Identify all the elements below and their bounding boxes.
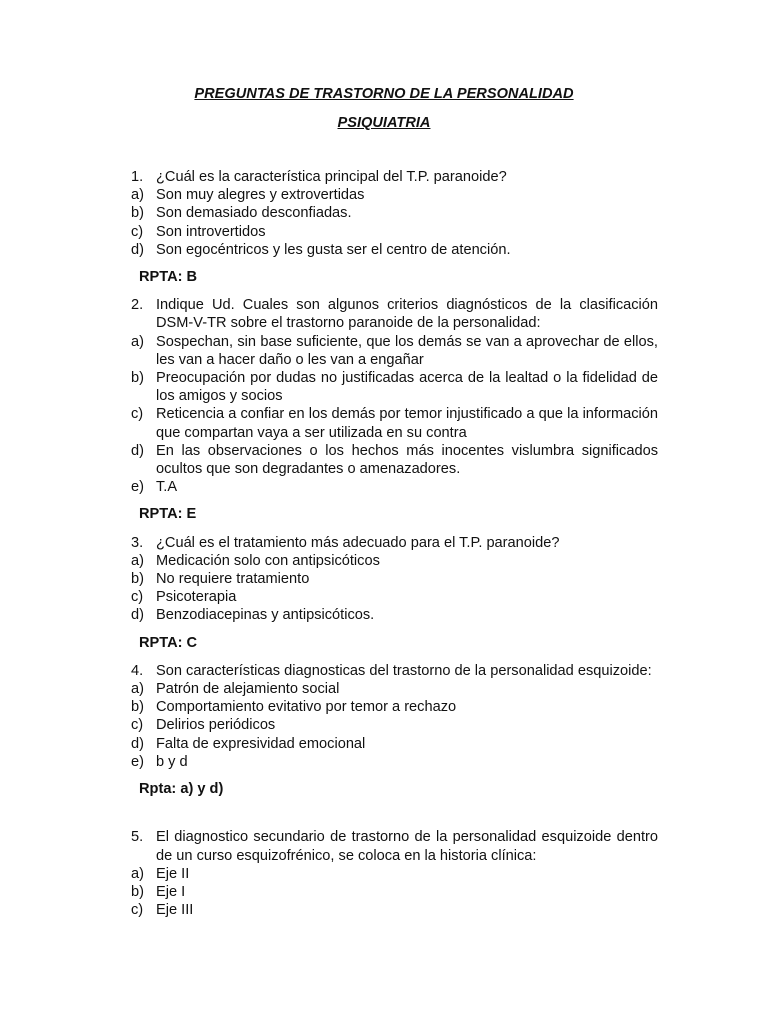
option-label: a) xyxy=(131,681,144,698)
option xyxy=(131,716,658,734)
option-text: Sospechan, sin base suficiente, que los demás se van a aprovechar de ellos, les van a hacer daño o les van a engañar xyxy=(156,333,658,368)
option xyxy=(131,698,658,716)
option-label: a) xyxy=(131,187,144,204)
option-label: d) xyxy=(131,442,144,459)
option-text: Eje II xyxy=(156,865,190,882)
option xyxy=(131,680,658,698)
option-label: a) xyxy=(131,552,144,569)
question-4 xyxy=(131,662,658,680)
option-label: d) xyxy=(131,735,144,752)
option-text: T.A xyxy=(156,479,178,496)
question-text: Son características diagnosticas del trastorno de la personalidad esquizoide: xyxy=(156,662,652,679)
option-text: Comportamiento evitativo por temor a rechazo xyxy=(156,699,457,716)
option xyxy=(131,241,658,259)
option-text: Falta de expresividad emocional xyxy=(156,735,366,752)
option-label: c) xyxy=(131,223,144,240)
option-text: Benzodiacepinas y antipsicóticos. xyxy=(156,607,375,624)
option-label: a) xyxy=(131,333,144,350)
option-text: En las observaciones o los hechos más inocentes vislumbra significados ocultos que son degradantes o amenazadores. xyxy=(156,442,658,478)
question-number: 5. xyxy=(131,829,144,846)
option xyxy=(131,588,658,606)
option xyxy=(131,570,658,588)
option-label: d) xyxy=(131,607,144,624)
option-text: Delirios periódicos xyxy=(156,717,276,734)
option-label: e) xyxy=(131,479,144,496)
option-text: b y d xyxy=(156,753,188,770)
option-label: a) xyxy=(131,865,144,882)
option-label: b) xyxy=(131,205,144,222)
question-list xyxy=(131,168,658,919)
option-text: Son demasiado desconfiadas. xyxy=(156,205,352,222)
option-text: Psicoterapia xyxy=(156,589,237,606)
option-text: Medicación solo con antipsicóticos xyxy=(156,552,380,569)
option-label: b) xyxy=(131,699,144,716)
option-label: d) xyxy=(131,241,144,258)
option xyxy=(131,753,658,771)
option xyxy=(131,478,658,496)
option-label: c) xyxy=(131,589,144,606)
question-1 xyxy=(131,168,658,186)
option-label: e) xyxy=(131,753,144,770)
option xyxy=(131,223,658,241)
question-text: ¿Cuál es el tratamiento más adecuado para el T.P. paranoide? xyxy=(156,534,560,551)
question-number: 1. xyxy=(131,169,144,185)
option-label: c) xyxy=(131,406,144,423)
option xyxy=(131,442,658,478)
answer-1: RPTA: B xyxy=(139,269,198,286)
option-text: Reticencia a confiar en los demás por temor injustificado a que la información que compartan vaya a ser utilizada en su contra xyxy=(156,406,658,441)
question-text: El diagnostico secundario de trastorno de la personalidad esquizoide dentro de un curso esquizofrénico, se coloca en la historia clínica: xyxy=(156,829,658,864)
option-text: No requiere tratamiento xyxy=(156,571,310,588)
option-label: c) xyxy=(131,717,144,734)
question-number: 4. xyxy=(131,662,144,679)
option xyxy=(131,186,658,204)
question-5 xyxy=(131,828,658,864)
option-text: Son egocéntricos y les gusta ser el centro de atención. xyxy=(156,241,511,258)
option-label: b) xyxy=(131,370,144,387)
option xyxy=(131,901,658,919)
option xyxy=(131,865,658,883)
option-text: Preocupación por dudas no justificadas acerca de la lealtad o la fidelidad de los amigos y socios xyxy=(156,370,658,405)
answer-3: RPTA: C xyxy=(139,634,198,651)
option xyxy=(131,333,658,369)
answer-2: RPTA: E xyxy=(139,506,197,523)
option-text: Eje III xyxy=(156,902,194,919)
question-2 xyxy=(131,296,658,332)
option-text: Eje I xyxy=(156,883,186,900)
option xyxy=(131,204,658,222)
option-label: c) xyxy=(131,902,144,919)
option xyxy=(131,606,658,624)
question-number: 2. xyxy=(131,297,144,314)
option xyxy=(131,405,658,441)
option-label: b) xyxy=(131,883,144,900)
question-3 xyxy=(131,534,658,552)
spacer xyxy=(131,808,658,828)
option xyxy=(131,883,658,901)
page-subtitle: PSIQUIATRIA xyxy=(337,115,431,131)
option xyxy=(131,735,658,753)
page-title: PREGUNTAS DE TRASTORNO DE LA PERSONALIDAD xyxy=(194,86,574,102)
question-number: 3. xyxy=(131,534,144,551)
question-text: ¿Cuál es la característica principal del T.P. paranoide? xyxy=(156,169,507,185)
option-text: Patrón de alejamiento social xyxy=(156,681,340,698)
option-text: Son introvertidos xyxy=(156,223,266,240)
question-text: Indique Ud. Cuales son algunos criterios diagnósticos de la clasificación DSM-V-TR sobre el trastorno paranoide de la personalidad: xyxy=(156,297,658,332)
option xyxy=(131,552,658,570)
option xyxy=(131,369,658,405)
answer-4: Rpta: a) y d) xyxy=(139,781,224,798)
option-label: b) xyxy=(131,571,144,588)
option-text: Son muy alegres y extrovertidas xyxy=(156,187,365,204)
